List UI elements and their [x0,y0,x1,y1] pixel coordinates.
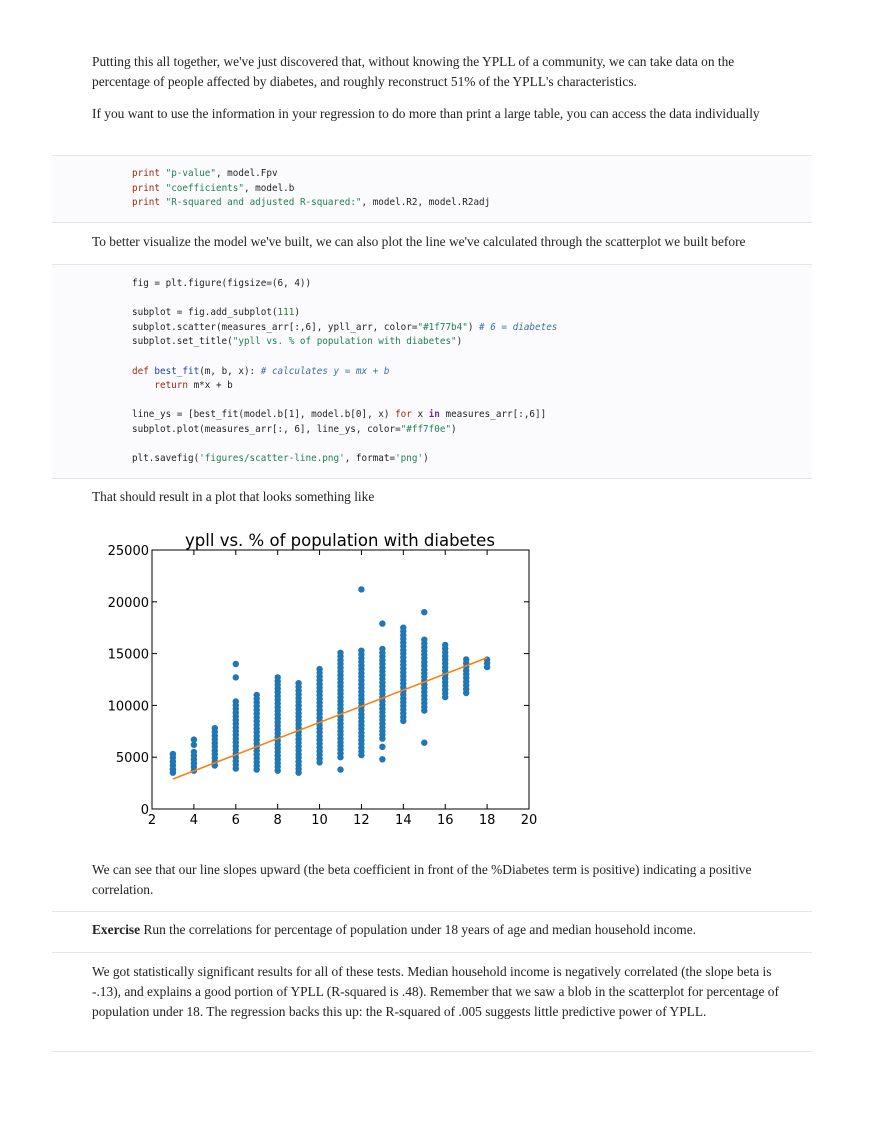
divider [52,952,812,953]
exercise-paragraph [92,920,782,940]
x-tick-label: 2 [147,813,157,828]
x-tick-label: 4 [189,813,199,828]
y-tick-label: 25000 [107,544,149,559]
best-fit-line [173,658,487,779]
divider [52,478,812,479]
scatter-point [233,698,239,704]
scatter-point [191,749,197,755]
scatter-point [379,756,385,762]
scatter-point [421,740,427,746]
paragraph-visualize: To better visualize the model we've built, we can also plot the line we've calculated through the scatterplot we built before [92,234,746,249]
divider [52,222,812,223]
scatter-point [170,751,176,757]
scatter-point [295,680,301,686]
scatter-point [275,674,281,680]
x-tick-label: 12 [353,813,370,828]
paragraph-plot-intro: That should result in a plot that looks something like [92,489,375,504]
chart-axes [108,544,538,828]
scatter-point [442,642,448,648]
scatter-point [191,742,197,748]
chart-title: ypll vs. % of population with diabetes [185,531,495,550]
scatter-point [358,648,364,654]
paragraph-reconstruct: Putting this all together, we've just discovered that, without knowing the YPLL of a community, we can take data on the percentage of people affected by diabetes, and roughly reconstruct 51% of the YPLL's characteristics. [92,54,735,89]
scatter-point [337,650,343,656]
scatter-point [254,692,260,698]
x-tick-label: 18 [478,813,496,828]
scatter-point [170,766,176,772]
scatter-point [421,609,427,615]
scatter-point [379,744,385,750]
scatter-point [212,725,218,731]
scatter-point [379,620,385,626]
scatter-point [484,656,490,662]
code-block-print: print "p-value", model.Fpv print "coefficients", model.b print "R-squared and adjusted R-squared:", model.R2, model.R2adj [52,156,812,222]
x-tick-label: 16 [436,813,454,828]
scatter-point [421,637,427,643]
y-tick-label: 5000 [115,751,149,767]
y-tick-label: 10000 [107,699,149,715]
scatter-point [233,661,239,667]
scatter-points [170,586,491,776]
divider [52,1051,812,1052]
paragraph-access-data: If you want to use the information in your regression to do more than print a large table, you can access the data individually [92,106,760,121]
scatter-point [233,674,239,680]
code-block-plot: fig = plt.figure(figsize=(6, 4)) subplot = fig.add_subplot(111) subplot.scatter(measures_arr[:,6], ypll_arr, color="#1f77b4") # 6 = diabetes subplot.set_title("ypll vs. % of population with diabetes") def best_fit(m, b, x): # calculates y = mx + b return m*x + b line_ys = [best_fit(model.b[1], model.b[0], x) for x in measures_arr[:,6]] subplot.plot(measures_arr[:, 6], line_ys, color="#ff7f0e") plt.savefig('figures/scatter-line.png', format='png') [52,265,812,478]
paragraph-results: We got statistically significant results for all of these tests. Median household income is negatively correlated (the slope beta is -.13), and explains a good portion of YPLL (R-squared is .48). Remember that we saw a blob in the scatterplot for percentage of population under 18. The regression backs this up: the R-squared of .005 suggests little predictive power of YPLL. [92,964,779,1019]
scatter-point [337,766,343,772]
best-fit-line-layer [173,658,487,779]
y-tick-label: 0 [140,803,149,818]
scatter-point [316,666,322,672]
scatter-point [400,625,406,631]
x-tick-label: 6 [231,813,240,828]
scatter-point [379,646,385,652]
exercise-text: Run the correlations for percentage of population under 18 years of age and median household income. [140,922,696,937]
scatter-point [358,586,364,592]
y-tick-label: 20000 [107,595,149,611]
scatter-point [463,656,469,662]
paragraph-slope: We can see that our line slopes upward (the beta coefficient in front of the %Diabetes term is positive) indicating a positive correlation. [92,862,752,897]
y-tick-label: 15000 [107,647,149,663]
divider [52,911,812,912]
x-tick-label: 20 [520,813,538,828]
x-tick-label: 14 [395,813,412,828]
scatter-chart [92,516,572,836]
x-tick-label: 10 [311,813,328,828]
exercise-label: Exercise [92,922,141,937]
x-tick-label: 8 [273,813,282,828]
